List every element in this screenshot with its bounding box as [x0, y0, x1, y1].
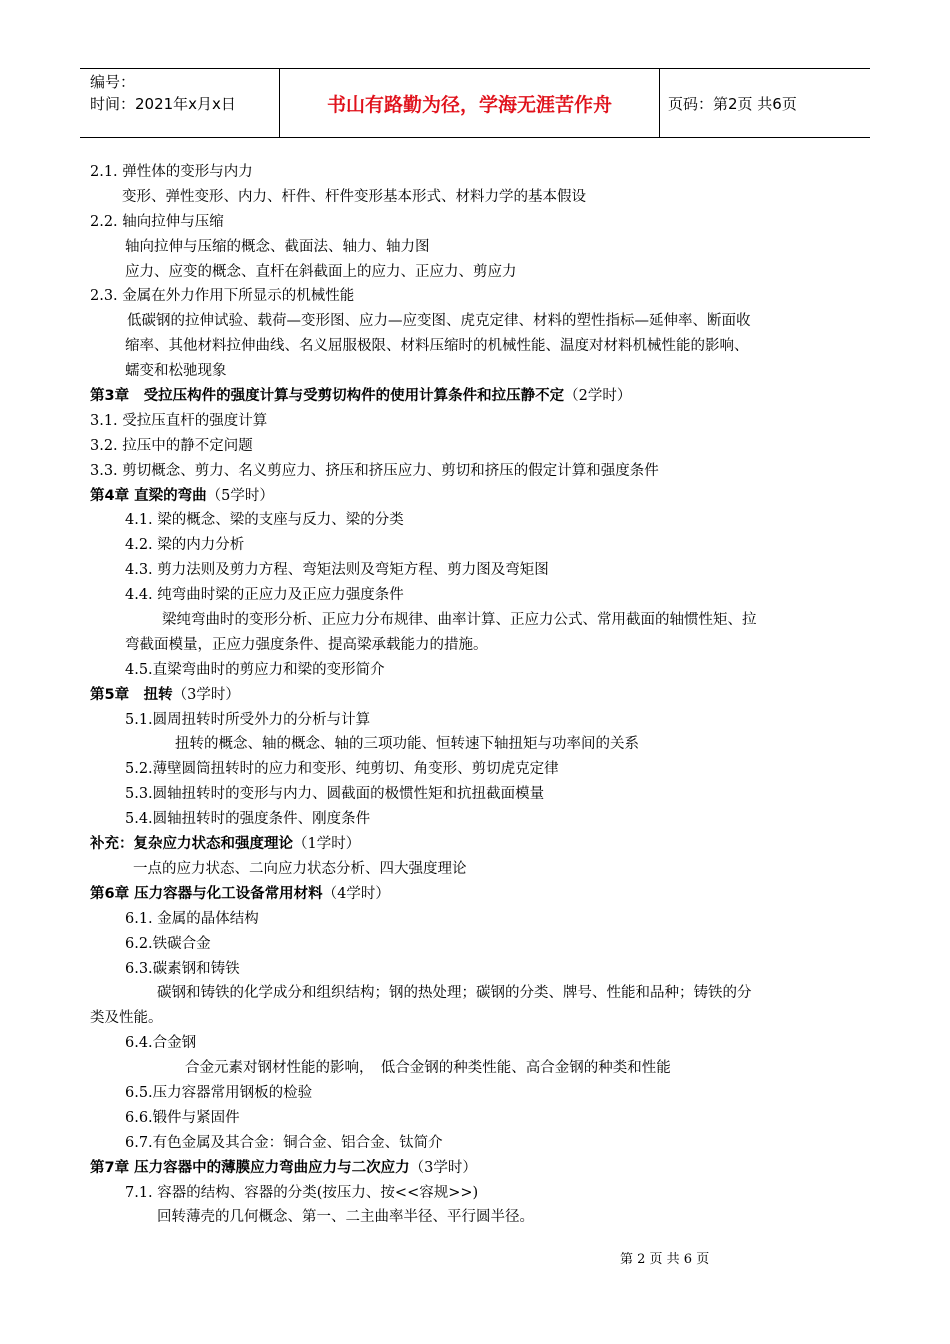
page-footer: 第 2 页 共 6 页: [620, 1252, 710, 1267]
line-text: 扭转的概念、轴的概念、轴的三项功能、恒转速下轴扭矩与功率间的关系: [175, 736, 639, 753]
outline-line: [90, 957, 870, 982]
chapter-title: 第7章 压力容器中的薄膜应力弯曲应力与二次应力: [90, 1159, 410, 1176]
line-text: 5.2.薄壁圆筒扭转时的应力和变形、纯剪切、角变形、剪切虎克定律: [125, 761, 559, 778]
chapter-heading: [90, 683, 870, 708]
line-text: 6.2.铁碳合金: [125, 935, 211, 952]
line-text: 6.4.合金钢: [125, 1035, 197, 1052]
outline-line: [90, 633, 870, 658]
line-text: 应力、应变的概念、直杆在斜截面上的应力、正应力、剪应力: [125, 263, 517, 280]
chapter-title: 第5章 扭转: [90, 686, 173, 703]
chapter-hours: （1学时）: [293, 836, 361, 853]
line-text: 梁纯弯曲时的变形分析、正应力分布规律、曲率计算、正应力公式、常用截面的轴惯性矩、拉: [162, 612, 757, 629]
outline-line: [90, 459, 870, 484]
line-text: 弯截面模量，正应力强度条件、提高梁承载能力的措施。: [125, 636, 488, 653]
outline-line: [90, 708, 870, 733]
line-text: 碳钢和铸铁的化学成分和组织结构；钢的热处理；碳钢的分类、牌号、性能和品种；铸铁的分: [157, 985, 752, 1002]
outline-line: [90, 608, 870, 633]
chapter-hours: （4学时）: [322, 885, 390, 902]
outline-line: [90, 1181, 870, 1206]
outline-line: [90, 508, 870, 533]
line-text: 5.4.圆轴扭转时的强度条件、刚度条件: [125, 811, 371, 828]
outline-line: [90, 284, 870, 309]
outline-line: [90, 932, 870, 957]
chapter-heading: [90, 1156, 870, 1181]
outline-line: [90, 160, 870, 185]
header-meta: [80, 69, 280, 137]
chapter-heading: [90, 484, 870, 509]
line-text: 回转薄壳的几何概念、第一、二主曲率半径、平行圆半径。: [157, 1209, 534, 1226]
outline-line: [90, 807, 870, 832]
line-text: 蠕变和松驰现象: [125, 363, 227, 380]
line-text: 6.3.碳素钢和铸铁: [125, 960, 240, 977]
document-body: [90, 160, 870, 1230]
line-text: 缩率、其他材料拉伸曲线、名义屈服极限、材料压缩时的机械性能、温度对材料机械性能的影响、: [125, 338, 749, 355]
document-number-label: 编号：: [90, 73, 136, 91]
line-text: 变形、弹性变形、内力、杆件、杆件变形基本形式、材料力学的基本假设: [122, 188, 586, 205]
line-text: 5.3.圆轴扭转时的变形与内力、圆截面的极惯性矩和抗扭截面模量: [125, 786, 545, 803]
outline-line: [90, 583, 870, 608]
outline-line: [90, 732, 870, 757]
outline-line: [90, 359, 870, 384]
line-text: 6.5.压力容器常用钢板的检验: [125, 1084, 313, 1101]
outline-line: [90, 210, 870, 235]
outline-line: [90, 533, 870, 558]
line-text: 4.4. 纯弯曲时梁的正应力及正应力强度条件: [125, 587, 404, 604]
outline-line: [90, 757, 870, 782]
outline-line: [90, 1106, 870, 1131]
line-text: 6.1. 金属的晶体结构: [125, 910, 259, 927]
chapter-heading: [90, 832, 870, 857]
chapter-hours: （2学时）: [564, 388, 632, 405]
outline-line: [90, 185, 870, 210]
outline-line: [90, 1081, 870, 1106]
line-text: 合金元素对钢材性能的影响， 低合金钢的种类性能、高合金钢的种类和性能: [185, 1060, 671, 1077]
line-text: 3.1. 受拉压直杆的强度计算: [90, 412, 268, 429]
outline-line: [90, 434, 870, 459]
line-text: 轴向拉伸与压缩的概念、截面法、轴力、轴力图: [125, 238, 430, 255]
line-text: 6.6.锻件与紧固件: [125, 1109, 240, 1126]
outline-line: [90, 1131, 870, 1156]
outline-line: [90, 658, 870, 683]
chapter-hours: （3学时）: [172, 686, 240, 703]
line-text: 7.1. 容器的结构、容器的分类(按压力、按<<容规>>): [125, 1184, 479, 1201]
outline-line: [90, 260, 870, 285]
outline-line: [90, 907, 870, 932]
outline-line: [90, 1205, 870, 1230]
outline-line: [90, 782, 870, 807]
chapter-hours: （3学时）: [409, 1159, 477, 1176]
line-text: 低碳钢的拉伸试验、载荷—变形图、应力—应变图、虎克定律、材料的塑性指标—延伸率、断面收: [127, 313, 751, 330]
chapter-heading: [90, 384, 870, 409]
chapter-heading: [90, 882, 870, 907]
line-text: 一点的应力状态、二向应力状态分析、四大强度理论: [133, 860, 467, 877]
line-text: 4.1. 梁的概念、梁的支座与反力、梁的分类: [125, 512, 404, 529]
document-date-label: 时间：2021年x月x日: [90, 95, 236, 113]
outline-line: [90, 1006, 870, 1031]
page-header: [80, 68, 870, 138]
outline-line: [90, 334, 870, 359]
line-text: 3.2. 拉压中的静不定问题: [90, 437, 253, 454]
line-text: 类及性能。: [90, 1010, 163, 1027]
line-text: 4.5.直梁弯曲时的剪应力和梁的变形简介: [125, 661, 385, 678]
outline-line: [90, 981, 870, 1006]
line-text: 4.3. 剪力法则及剪力方程、弯矩法则及弯矩方程、剪力图及弯矩图: [125, 562, 549, 579]
line-text: 2.3. 金属在外力作用下所显示的机械性能: [90, 288, 355, 305]
line-text: 2.2. 轴向拉伸与压缩: [90, 213, 224, 230]
chapter-title: 第6章 压力容器与化工设备常用材料: [90, 885, 323, 902]
line-text: 2.1. 弹性体的变形与内力: [90, 164, 253, 180]
line-text: 5.1.圆周扭转时所受外力的分析与计算: [125, 711, 371, 728]
line-text: 6.7.有色金属及其合金：铜合金、铝合金、钛简介: [125, 1134, 443, 1151]
chapter-hours: （5学时）: [206, 487, 274, 504]
chapter-title: 补充：复杂应力状态和强度理论: [90, 836, 293, 853]
outline-line: [90, 1031, 870, 1056]
header-motto: 书山有路勤为径，学海无涯苦作舟: [280, 69, 660, 137]
chapter-title: 第4章 直梁的弯曲: [90, 487, 207, 504]
outline-line: [90, 235, 870, 260]
chapter-title: 第3章 受拉压构件的强度计算与受剪切构件的使用计算条件和拉压静不定: [90, 388, 565, 405]
header-page-info: 页码：第2页 共6页: [668, 94, 797, 113]
line-text: 3.3. 剪切概念、剪力、名义剪应力、挤压和挤压应力、剪切和挤压的假定计算和强度条件: [90, 462, 659, 479]
outline-line: [90, 309, 870, 334]
line-text: 4.2. 梁的内力分析: [125, 537, 245, 554]
outline-line: [90, 558, 870, 583]
outline-line: [90, 409, 870, 434]
outline-line: [90, 1056, 870, 1081]
outline-line: [90, 857, 870, 882]
